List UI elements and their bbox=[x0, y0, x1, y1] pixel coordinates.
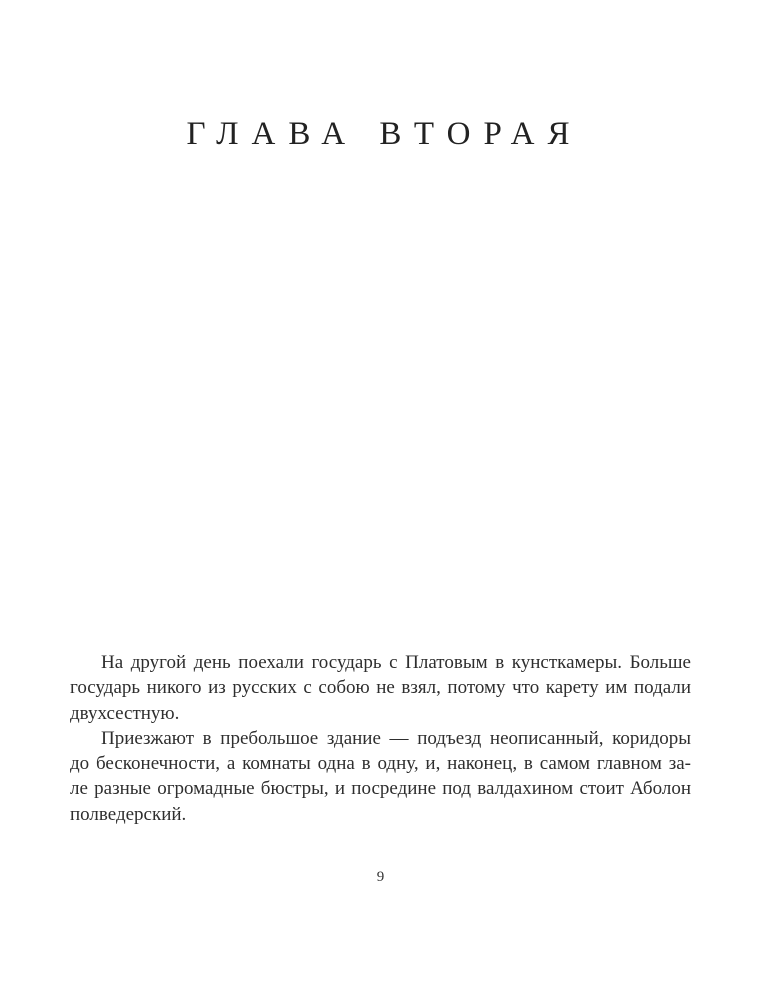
body-text bbox=[70, 650, 691, 827]
text-line: Приезжают в пребольшое здание — подъезд неописанный, коридоры bbox=[101, 727, 691, 749]
text-line: двухсестную. bbox=[70, 702, 180, 724]
text-line: полведерский. bbox=[70, 803, 187, 825]
text-line: На другой день поехали государь с Платовым в кунсткамеры. Больше bbox=[101, 652, 691, 673]
page-number: 9 bbox=[376, 869, 385, 885]
text-line: до бесконечности, а комнаты одна в одну, и, наконец, в самом главном за- bbox=[70, 753, 691, 775]
paragraph bbox=[70, 650, 691, 726]
paragraph bbox=[70, 726, 691, 827]
text-line: государь никого из русских с собою не взял, потому что карету им подали bbox=[70, 677, 691, 699]
text-line: ле разные огромадные бюстры, и посредине под валдахином стоит Аболон bbox=[70, 778, 691, 800]
chapter-title: ГЛАВА ВТОРАЯ bbox=[186, 116, 583, 152]
